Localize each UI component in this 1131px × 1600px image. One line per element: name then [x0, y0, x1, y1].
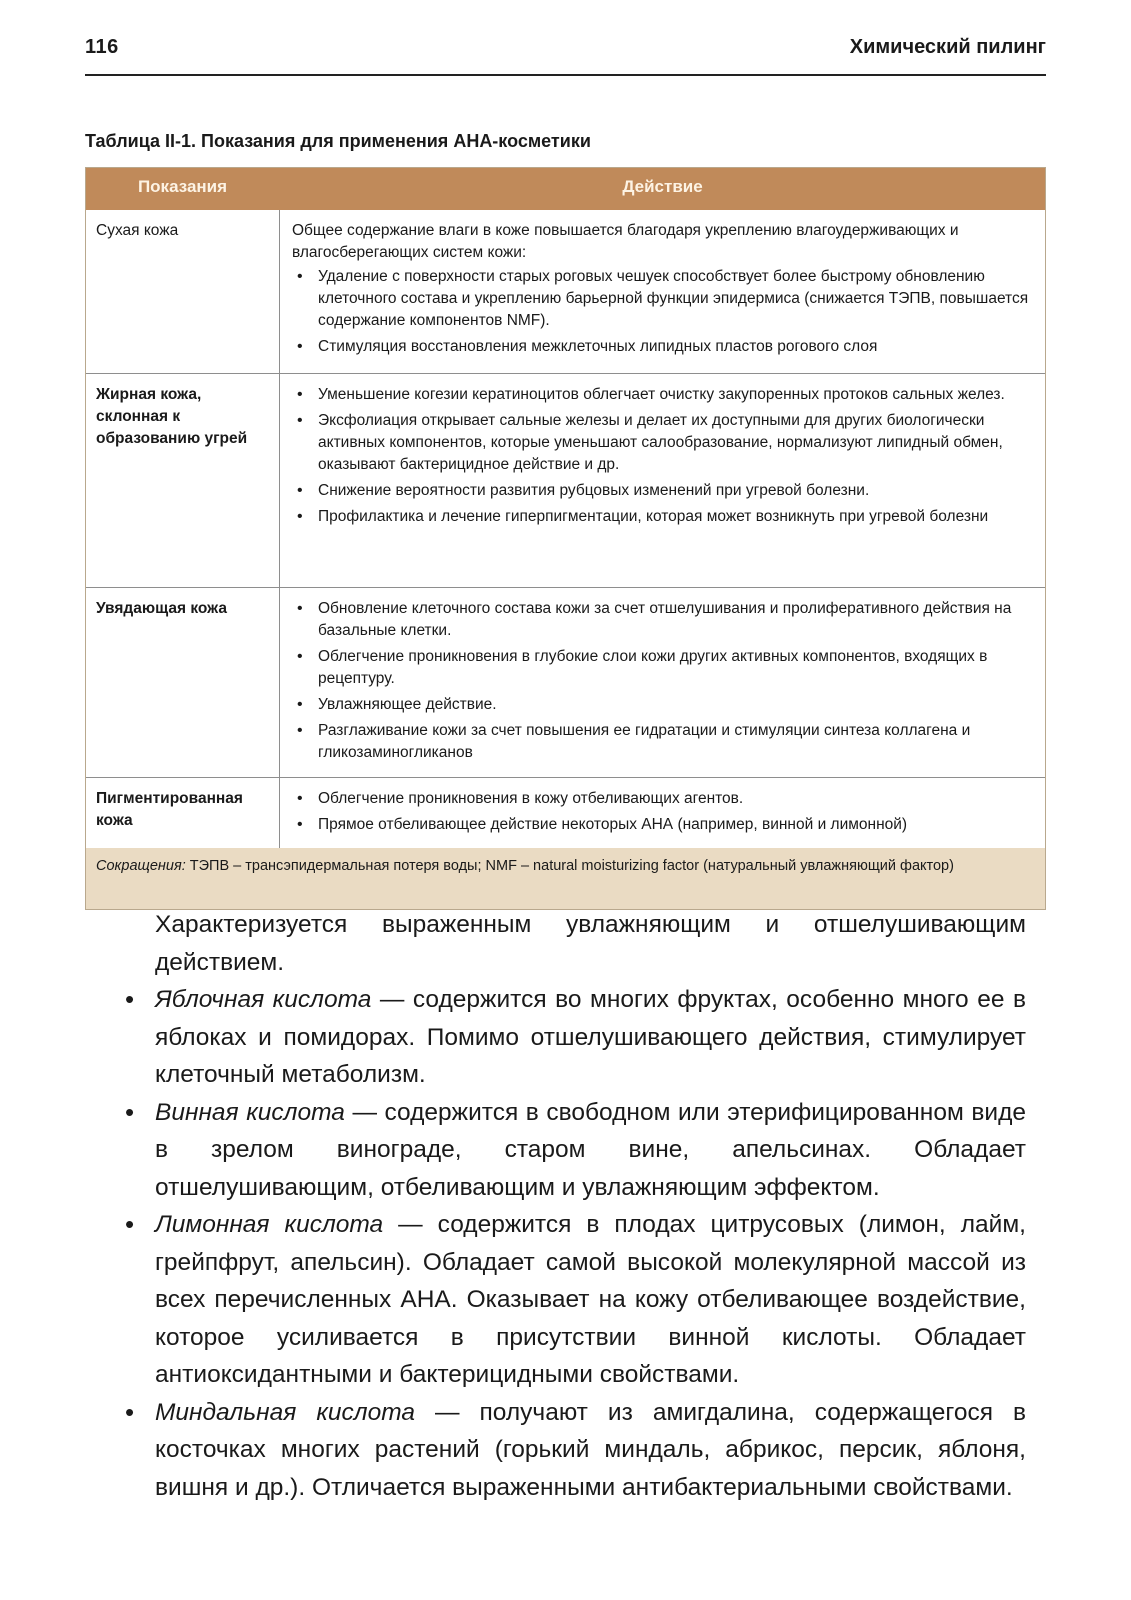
table-row-pigmented-skin: [86, 778, 1045, 848]
intro-paragraph: Характеризуется выраженным увлажняющим и отшелушивающим действием.: [155, 911, 1026, 976]
action-item: • Разглаживание кожи за счет повышения ее гидратации и стимуляции синтеза коллагена и гликозаминогликанов: [292, 720, 1032, 764]
footnote-label: Сокращения:: [96, 858, 186, 874]
table-caption: Таблица II-1. Показания для применения АНА-косметики: [85, 131, 591, 151]
indication-cell: Сухая кожа: [96, 222, 179, 239]
running-title: Химический пилинг: [849, 36, 1046, 58]
action-item: • Эксфолиация открывает сальные железы и делает их доступными для других биологически активных компонентов, которые уменьшают салообразование, нормализуют липидный обмен, оказывают бактерицидное действие и др.: [292, 410, 1032, 476]
acid-item: [155, 1394, 1026, 1507]
acid-name: Лимонная кислота: [155, 1211, 384, 1238]
table-header-row: [86, 168, 1045, 210]
acid-description: — содержится в плодах цитрусовых (лимон, лайм, грейпфрут, апельсин). Обладает самой высокой молекулярной массой из всех перечисленных АНА. Оказывает на кожу отбеливающее воздействие, которое усиливается в присутствии винной кислоты. Обладает антиоксидантными и бактерицидными свойствами.: [155, 1211, 1026, 1388]
footnote-text: ТЭПВ – трансэпидермальная потеря воды; NMF – natural moisturizing factor (натуральный увлажняющий фактор): [185, 858, 954, 874]
acid-list: [155, 981, 1026, 1506]
acid-name: Винная кислота: [155, 1098, 345, 1126]
acid-description: — получают из амигдалина, содержащегося в косточках многих растений (горький миндаль, абрикос, персик, яблоня, вишня и др.). Отличается выраженными антибактериальными свойствами.: [155, 1398, 1026, 1501]
indication-cell: Увядающая кожа: [96, 600, 227, 617]
acid-item: [155, 981, 1026, 1094]
action-item: • Облегчение проникновения в кожу отбеливающих агентов.: [292, 788, 1032, 810]
action-cell: [292, 788, 1032, 840]
indication-cell: Пигментированная кожа: [96, 790, 243, 829]
indication-cell: Жирная кожа, склонная к образованию угрей: [96, 386, 248, 447]
column-header-action: Действие: [622, 177, 703, 196]
action-cell: [292, 220, 1032, 362]
table-footnote: [86, 848, 1045, 909]
action-item: • Уменьшение когезии кератиноцитов облегчает очистку закупоренных протоков сальных желез.: [292, 384, 1032, 406]
table-row-dry-skin: [86, 210, 1045, 374]
indications-table: [85, 167, 1046, 910]
action-item: • Обновление клеточного состава кожи за счет отшелушивания и пролиферативного действия на базальные клетки.: [292, 598, 1032, 642]
column-header-indications: Показания: [137, 177, 228, 196]
action-item: • Профилактика и лечение гиперпигментации, которая может возникнуть при угревой болезни: [292, 506, 1032, 528]
table-row-oily-skin: [86, 374, 1045, 588]
action-list: [292, 266, 1032, 358]
acid-name: Миндальная кислота: [155, 1398, 415, 1426]
action-item: • Прямое отбеливающее действие некоторых АНА (например, винной и лимонной): [292, 814, 1032, 836]
acid-description: — содержится в свободном или этерифицированном виде в зрелом винограде, старом вине, апельсинах. Обладает отшелушивающим, отбеливающим и увлажняющим эффектом.: [155, 1098, 1026, 1201]
action-item: • Снижение вероятности развития рубцовых изменений при угревой болезни.: [292, 480, 1032, 502]
action-item: • Удаление с поверхности старых роговых чешуек способствует более быстрому обновлению клеточного состава и укреплению барьерной функции эпидермиса (снижается ТЭПВ, повышается содержание компонентов NMF).: [292, 266, 1032, 332]
page-header: [85, 34, 1046, 76]
action-item: • Стимуляция восстановления межклеточных липидных пластов рогового слоя: [292, 336, 1032, 358]
action-list: [292, 788, 1032, 836]
action-cell: [292, 598, 1032, 768]
action-item: • Увлажняющее действие.: [292, 694, 1032, 716]
action-list: [292, 598, 1032, 764]
body-text: [155, 906, 1026, 1506]
acid-item: [155, 1094, 1026, 1207]
action-item: • Облегчение проникновения в глубокие слои кожи других активных компонентов, входящих в рецептуру.: [292, 646, 1032, 690]
acid-name: Яблочная кислота: [155, 986, 372, 1013]
action-cell: [292, 384, 1032, 532]
action-list: [292, 384, 1032, 528]
page-number: 116: [85, 36, 119, 58]
action-intro: Общее содержание влаги в коже повышается благодаря укреплению влагоудерживающих и влагосберегающих систем кожи:: [292, 222, 959, 261]
acid-item: [155, 1206, 1026, 1394]
table-row-aging-skin: [86, 588, 1045, 778]
acid-description: — содержится во многих фруктах, особенно много ее в яблоках и помидорах. Помимо отшелушивающего действия, стимулирует клеточный метаболизм.: [155, 986, 1026, 1088]
